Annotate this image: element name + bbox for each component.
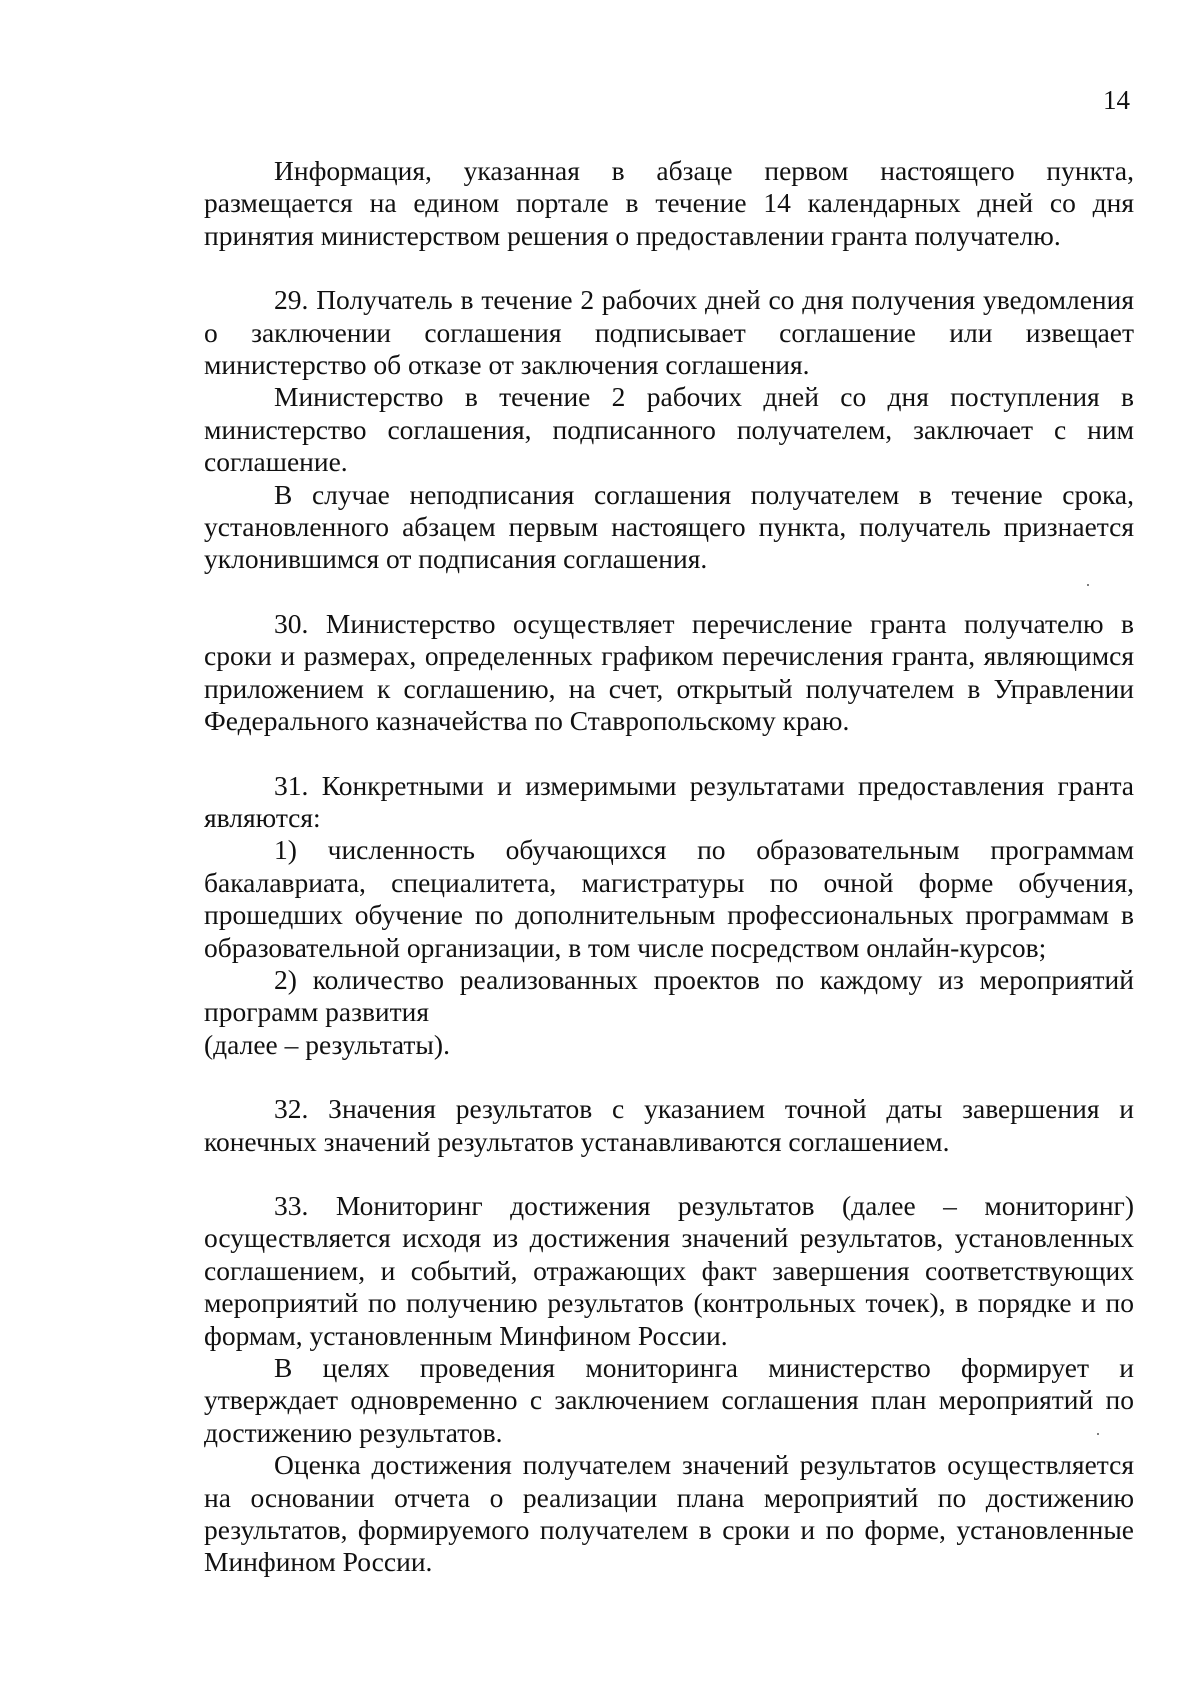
paragraph-32: 32. Значения результатов с указанием точной даты завершения и конечных значений результатов устанавливаются соглашением. — [204, 1093, 1134, 1157]
paragraph-29-ministry: Министерство в течение 2 рабочих дней со дня поступления в министерство соглашения, подписанного получателем, заключает с ним соглашение. — [204, 381, 1134, 478]
scan-speck — [1087, 584, 1089, 586]
paragraph-info-publication: Информация, указанная в абзаце первом настоящего пункта, размещается на едином портале в течение 14 календарных дней со дня принятия министерством решения о предоставлении гранта получателю. — [204, 155, 1134, 251]
paragraph-31-results-note: (далее – результаты). — [204, 1028, 450, 1060]
section-gap — [204, 1061, 1134, 1093]
section-gap — [204, 252, 1134, 284]
section-gap — [204, 576, 1134, 608]
paragraph-31: 31. Конкретными и измеримыми результатами предоставления гранта являются: — [204, 769, 1134, 833]
document-body — [204, 155, 1134, 1579]
section-gap — [204, 738, 1134, 770]
paragraph-33-monitoring-plan: В целях проведения мониторинга министерство формирует и утверждает одновременно с заключением соглашения план мероприятий по достижению результатов. — [204, 1352, 1134, 1448]
paragraph-31-item-2: 2) количество реализованных проектов по каждому из мероприятий программ развития — [204, 963, 1134, 1028]
scan-speck — [1097, 1433, 1099, 1435]
paragraph-33-assessment: Оценка достижения получателем значений результатов осуществляется на основании отчета о реализации плана мероприятий по достижению результатов, формируемого получателем в сроки и по форме, установленные Минфином России. — [204, 1449, 1134, 1578]
paragraph-33: 33. Мониторинг достижения результатов (далее – мониторинг) осуществляется исходя из достижения значений результатов, установленных соглашением, и событий, отражающих факт завершения соответствующих мероприятий по получению результатов (контрольных точек), в порядке и по формам, установленным Минфином России. — [204, 1189, 1134, 1351]
page-number: 14 — [1103, 85, 1130, 115]
paragraph-31-item-1: 1) численность обучающихся по образовательным программам бакалавриата, специалитета, магистратуры по очной форме обучения, прошедших обучение по дополнительным профессиональных программам в образовательной организации, в том числе посредством онлайн-курсов; — [204, 834, 1134, 963]
paragraph-29-refusal: В случае неподписания соглашения получателем в течение срока, установленного абзацем первым настоящего пункта, получатель признается уклонившимся от подписания соглашения. — [204, 478, 1134, 575]
paragraph-29: 29. Получатель в течение 2 рабочих дней со дня получения уведомления о заключении соглашения подписывает соглашение или извещает министерство об отказе от заключения соглашения. — [204, 284, 1134, 381]
section-gap — [204, 1158, 1134, 1190]
paragraph-30: 30. Министерство осуществляет перечисление гранта получателю в сроки и размерах, определенных графиком перечисления гранта, являющимся приложением к соглашению, на счет, открытый получателем в Управлении Федерального казначейства по Ставропольскому краю. — [204, 607, 1134, 737]
